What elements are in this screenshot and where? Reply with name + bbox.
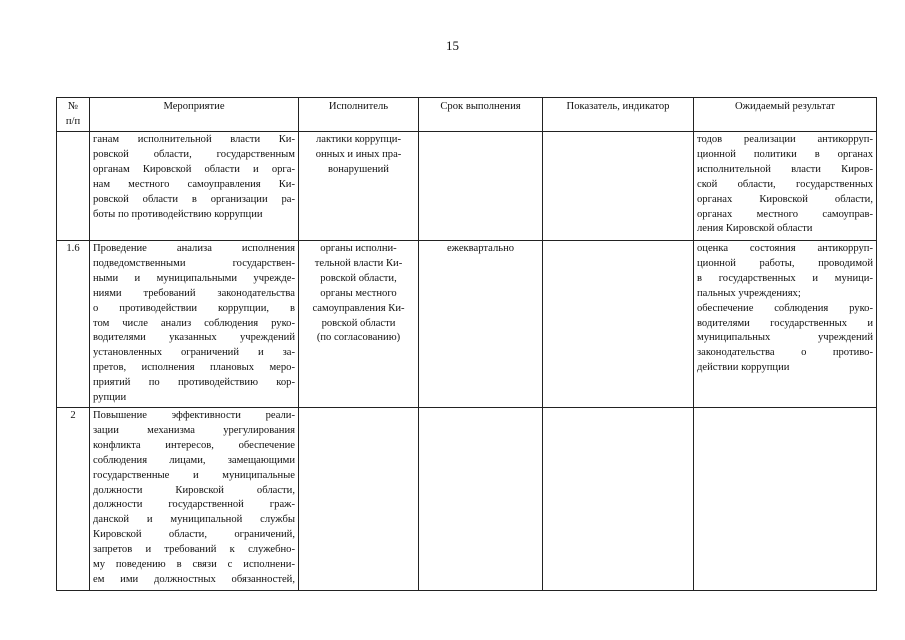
header-result: Ожидаемый результат bbox=[694, 98, 877, 132]
executor-line: ровской области, bbox=[320, 272, 397, 284]
event-line: боты по противодействию коррупции bbox=[93, 208, 263, 220]
result-line: тодов реализации антикорруп- bbox=[697, 134, 873, 145]
result-line: исполнительной власти Киров- bbox=[697, 163, 873, 175]
row-indicator bbox=[543, 132, 694, 241]
executor-line: вонарушений bbox=[328, 163, 389, 175]
header-deadline: Срок выполнения bbox=[419, 98, 543, 132]
plan-table bbox=[56, 97, 877, 591]
executor-line: ровской области bbox=[321, 317, 396, 329]
table-row bbox=[57, 241, 877, 408]
row-executor bbox=[299, 407, 419, 590]
event-line: ными и муниципальными учрежде- bbox=[93, 272, 295, 284]
event-line: ем ими должностных обязанностей, bbox=[93, 573, 295, 585]
result-line: законодательства о противо- bbox=[697, 347, 873, 359]
event-line: ровской области, государственным bbox=[93, 148, 295, 160]
table-row bbox=[57, 407, 877, 590]
event-line: установленных ограничений и за- bbox=[93, 347, 295, 359]
event-line: зации механизма урегулирования bbox=[93, 424, 295, 436]
event-line: ганам исполнительной власти Ки- bbox=[93, 134, 295, 145]
header-event: Мероприятие bbox=[90, 98, 299, 132]
event-line: Проведение анализа исполнения bbox=[93, 243, 295, 254]
event-line: Кировской области, ограничений, bbox=[93, 529, 295, 541]
event-line: Повышение эффективности реали- bbox=[93, 409, 295, 421]
event-line: органам Кировской области и орга- bbox=[93, 163, 295, 175]
event-line: соблюдения лицами, замещающими bbox=[93, 454, 295, 466]
row-deadline bbox=[419, 132, 543, 241]
result-line: ционной политики в органах bbox=[697, 148, 873, 160]
result-line: водителями государственных и bbox=[697, 317, 873, 329]
result-line: оценка состояния антикорруп- bbox=[697, 243, 873, 254]
row-event bbox=[90, 407, 299, 590]
row-indicator bbox=[543, 407, 694, 590]
row-event bbox=[90, 241, 299, 408]
event-line: государственные и муниципальные bbox=[93, 469, 295, 481]
result-line: ской области, государственных bbox=[697, 178, 873, 190]
event-line: запретов и требований к служебно- bbox=[93, 544, 295, 556]
header-num-line1: № bbox=[67, 101, 79, 112]
event-line: должности Кировской области, bbox=[93, 484, 295, 496]
row-result bbox=[694, 407, 877, 590]
event-line: му поведению в связи с исполнени- bbox=[93, 559, 295, 571]
header-executor: Исполнитель bbox=[299, 98, 419, 132]
row-num: 1.6 bbox=[57, 241, 90, 408]
event-line: претов, исполнения плановых меро- bbox=[93, 362, 295, 374]
executor-line: органы местного bbox=[320, 287, 397, 299]
executor-line: онных и иных пра- bbox=[315, 148, 402, 160]
event-line: рупции bbox=[93, 392, 127, 404]
row-indicator bbox=[543, 241, 694, 408]
event-line: конфликта интересов, обеспечение bbox=[93, 439, 295, 451]
row-deadline bbox=[419, 407, 543, 590]
table-row bbox=[57, 132, 877, 241]
executor-line: (по согласованию) bbox=[316, 332, 401, 344]
result-line: муниципальных учреждений bbox=[697, 332, 873, 344]
event-line: ниями требований законодательства bbox=[93, 287, 295, 299]
result-line: ционной работы, проводимой bbox=[697, 257, 873, 269]
result-line: ления Кировской области bbox=[697, 223, 813, 235]
executor-line: лактики коррупци- bbox=[316, 134, 401, 145]
event-line: ровской области в организации ра- bbox=[93, 193, 295, 205]
result-line: обеспечение соблюдения руко- bbox=[697, 302, 873, 314]
event-line: должности государственной граж- bbox=[93, 499, 295, 511]
row-result bbox=[694, 241, 877, 408]
row-num bbox=[57, 132, 90, 241]
header-num-line2: п/п bbox=[65, 115, 81, 127]
row-event bbox=[90, 132, 299, 241]
event-line: приятий по противодействию кор- bbox=[93, 377, 295, 389]
event-line: подведомственными государствен- bbox=[93, 257, 295, 269]
result-line: органах Кировской области, bbox=[697, 193, 873, 205]
event-line: нам местного самоуправления Ки- bbox=[93, 178, 295, 190]
row-deadline: ежеквартально bbox=[419, 241, 543, 408]
result-line: в государственных и муници- bbox=[697, 272, 873, 284]
header-num bbox=[57, 98, 90, 132]
executor-line: тельной власти Ки- bbox=[314, 257, 403, 269]
event-line: том числе анализ соблюдения руко- bbox=[93, 317, 295, 329]
event-line: данской и муниципальной службы bbox=[93, 514, 295, 526]
event-line: о противодействии коррупции, в bbox=[93, 302, 295, 314]
row-executor bbox=[299, 241, 419, 408]
row-executor bbox=[299, 132, 419, 241]
header-indicator: Показатель, индикатор bbox=[543, 98, 694, 132]
row-num: 2 bbox=[57, 407, 90, 590]
result-line: пальных учреждениях; bbox=[697, 287, 801, 299]
event-line: водителями указанных учреждений bbox=[93, 332, 295, 344]
executor-line: самоуправления Ки- bbox=[312, 302, 405, 314]
result-line: органах местного самоуправ- bbox=[697, 208, 873, 220]
row-result bbox=[694, 132, 877, 241]
executor-line: органы исполни- bbox=[320, 243, 397, 254]
result-line: действии коррупции bbox=[697, 362, 790, 374]
page-number: 15 bbox=[446, 38, 459, 53]
table-header-row bbox=[57, 98, 877, 132]
